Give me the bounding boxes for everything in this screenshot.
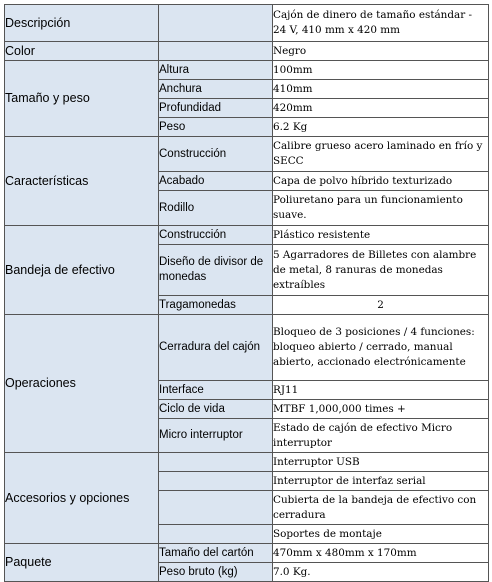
label-bruto: Peso bruto (kg) [159, 563, 273, 582]
category-bandeja: Bandeja de efectivo [5, 226, 159, 315]
value-micro: Estado de cajón de efectivo Micro interruptor [273, 419, 489, 453]
label-profundidad: Profundidad [159, 99, 273, 118]
value-carton: 470mm x 480mm x 170mm [273, 544, 489, 563]
empty-subcategory [159, 491, 273, 525]
category-paquete: Paquete [5, 544, 159, 582]
label-micro: Micro interruptor [159, 419, 273, 453]
value-accesorio: Interruptor USB [273, 453, 489, 472]
empty-subcategory [159, 42, 273, 61]
label-peso: Peso [159, 118, 273, 137]
empty-subcategory [159, 453, 273, 472]
value-altura: 100mm [273, 61, 489, 80]
category-accesorios: Accesorios y opciones [5, 453, 159, 544]
empty-subcategory [159, 525, 273, 544]
value-construccion: Calibre grueso acero laminado en frío y SECC [273, 137, 489, 172]
label-construccion: Construcción [159, 137, 273, 172]
value-descripcion: Cajón de dinero de tamaño estándar - 24 V, 410 mm x 420 mm [273, 5, 489, 42]
empty-subcategory [159, 472, 273, 491]
value-anchura: 410mm [273, 80, 489, 99]
value-tragamonedas: 2 [273, 296, 489, 315]
value-ciclo: MTBF 1,000,000 times + [273, 400, 489, 419]
value-cerradura: Bloqueo de 3 posiciones / 4 funciones: bloqueo abierto / cerrado, manual abierto, accionado electrónicamente [273, 315, 489, 381]
category-tamano: Tamaño y peso [5, 61, 159, 137]
label-tragamonedas: Tragamonedas [159, 296, 273, 315]
value-interface: RJ11 [273, 381, 489, 400]
label-divisor: Diseño de divisor de monedas [159, 245, 273, 296]
label-acabado: Acabado [159, 172, 273, 191]
value-bruto: 7.0 Kg. [273, 563, 489, 582]
value-accesorio: Soportes de montaje [273, 525, 489, 544]
label-carton: Tamaño del cartón [159, 544, 273, 563]
value-accesorio: Cubierta de la bandeja de efectivo con cerradura [273, 491, 489, 525]
row-color [5, 42, 489, 61]
row-accesorio-usb [5, 453, 489, 472]
category-caracteristicas: Características [5, 137, 159, 226]
row-carton [5, 544, 489, 563]
label-rodillo: Rodillo [159, 191, 273, 226]
value-bandeja-construccion: Plástico resistente [273, 226, 489, 245]
spec-table [4, 4, 489, 582]
row-construccion [5, 137, 489, 172]
category-color: Color [5, 42, 159, 61]
row-altura [5, 61, 489, 80]
row-bandeja-construccion [5, 226, 489, 245]
value-acabado: Capa de polvo híbrido texturizado [273, 172, 489, 191]
value-rodillo: Poliuretano para un funcionamiento suave. [273, 191, 489, 226]
row-descripcion [5, 5, 489, 42]
value-profundidad: 420mm [273, 99, 489, 118]
category-descripcion: Descripción [5, 5, 159, 42]
label-bandeja-construccion: Construcción [159, 226, 273, 245]
value-color: Negro [273, 42, 489, 61]
row-cerradura [5, 315, 489, 381]
label-interface: Interface [159, 381, 273, 400]
label-cerradura: Cerradura del cajón [159, 315, 273, 381]
label-anchura: Anchura [159, 80, 273, 99]
label-altura: Altura [159, 61, 273, 80]
empty-subcategory [159, 5, 273, 42]
label-ciclo: Ciclo de vida [159, 400, 273, 419]
value-peso: 6.2 Kg [273, 118, 489, 137]
category-operaciones: Operaciones [5, 315, 159, 453]
value-divisor: 5 Agarradores de Billetes con alambre de metal, 8 ranuras de monedas extraíbles [273, 245, 489, 296]
value-accesorio: Interruptor de interfaz serial [273, 472, 489, 491]
